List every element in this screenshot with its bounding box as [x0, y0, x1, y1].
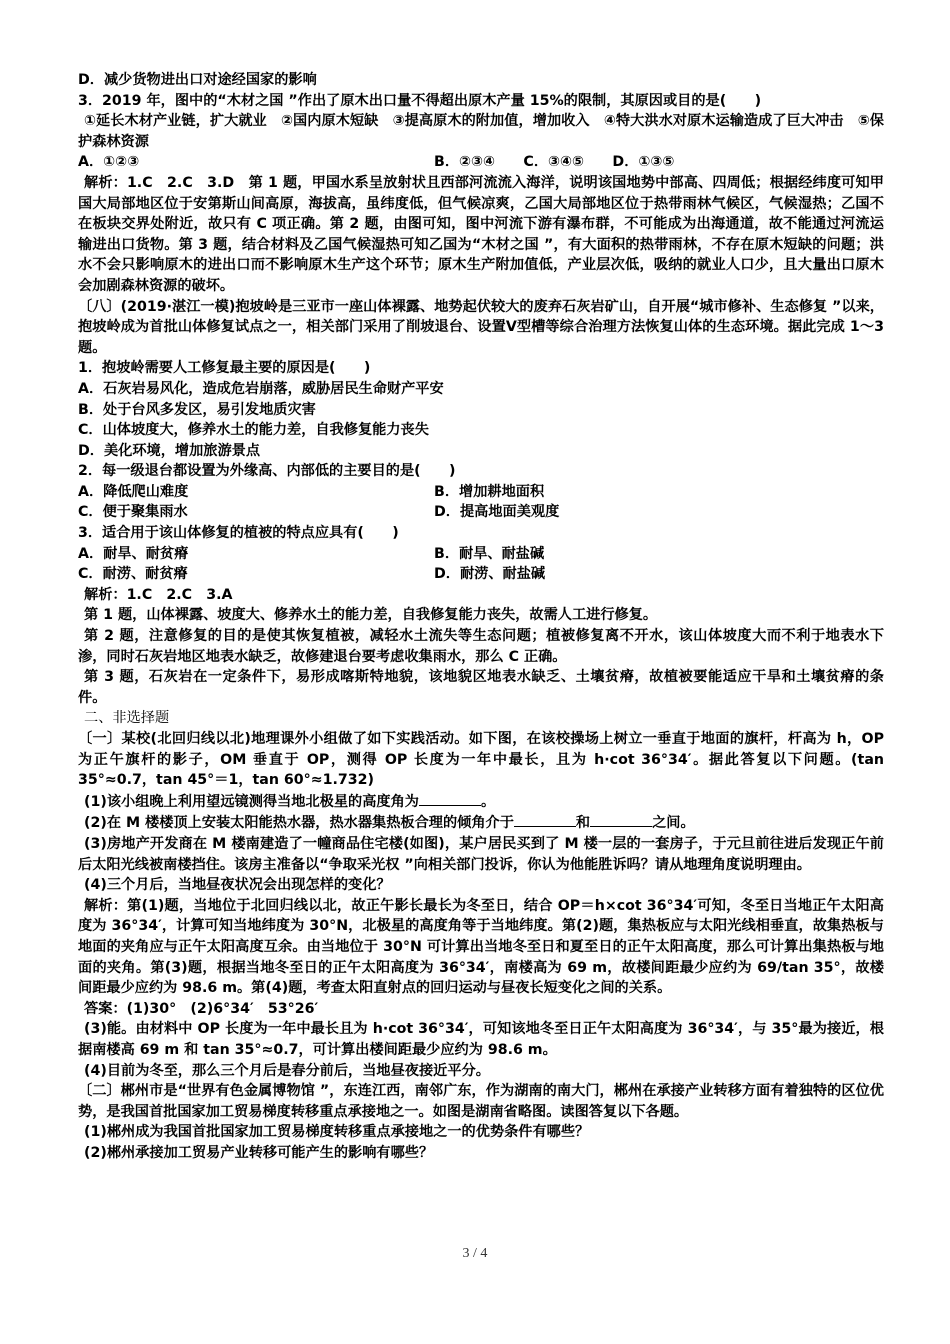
answer-blank	[514, 812, 576, 827]
q2-options-ab	[78, 482, 884, 503]
question-3: 3．2019 年，图中的“木材之国 ”作出了原木出口量不得超出原木产量 15%的限制，其原因或目的是( )	[78, 92, 762, 109]
question-2: 2．每一级退台都设置为外缘高、内部低的主要目的是( )	[78, 463, 456, 480]
q3-option-b: B．耐旱、耐盐碱	[434, 545, 545, 562]
b1-answer-4: (4)目前为冬至，那么三个月后是春分前后，当地昼夜接近平分。	[84, 1062, 490, 1079]
b1-question-3: (3)房地产开发商在 M 楼南建造了一幢商品住宅楼(如图)，某户居民买到了 M 楼一层的一套房子，于元旦前往进后发现正午前后太阳光线被南楼挡住。该房主准备以“争取采光权 ”向相关部门投诉，你认为他能胜诉吗？请从地理角度说明理由。	[78, 835, 884, 873]
page-number: 3 / 4	[462, 1246, 488, 1261]
q1-option-a: A．石灰岩易风化，造成危岩崩落，威胁居民生命财产平安	[78, 380, 444, 397]
option-d: D．减少货物进出口对途经国家的影响	[78, 72, 317, 88]
b1-question-4: (4)三个月后，当地昼夜状况会出现怎样的变化？	[84, 877, 391, 894]
b2-question-1: (1)郴州成为我国首批国家加工贸易梯度转移重点承接地之一的优势条件有哪些？	[84, 1124, 590, 1141]
b1-question-2: (2)在 M 楼楼顶上安装太阳能热水器，热水器集热板合理的倾角介于 和 之间。	[78, 812, 884, 834]
document-page	[78, 70, 884, 1163]
option-a: A．①②③	[78, 154, 140, 171]
analysis-2-q3: 第 3 题，石灰岩在一定条件下，易形成喀斯特地貌，该地貌区地表水缺乏、土壤贫瘠，故植被要能适应干旱和土壤贫瘠的条件。	[78, 669, 884, 706]
q3-option-d: D．耐涝、耐盐碱	[434, 566, 546, 583]
q2-options-cd	[78, 502, 884, 523]
q1-option-c: C．山体坡度大，修养水土的能力差，自我修复能力丧失	[78, 422, 429, 439]
analysis-2-q2: 第 2 题，注意修复的目的是使其恢复植被，减轻水土流失等生态问题；植被修复离不开水，该山体坡度大而不利于地表水下渗，同时石灰岩地区地表水缺乏，故修建退台要考虑收集雨水，那么 C 正确。	[78, 628, 884, 665]
material-1: 〔一〕某校(北回归线以北)地理课外小组做了如下实践活动。如下图，在该校操场上树立一垂直于地面的旗杆，杆高为 h，OP 为正午旗杆的影子，OM 垂直于 OP，测得 OP 长度为一年中最长，且为 h·cot 36°34′。据此答复以下问题。(tan 35°≈0.7，tan 45°＝1，tan 60°≈1.732)	[78, 731, 884, 789]
q3-option-a: A．耐旱、耐贫瘠	[78, 545, 189, 562]
b1-answer-1: 答案：(1)30° (2)6°34′ 53°26′	[84, 1000, 319, 1017]
question-3-options	[78, 152, 884, 173]
q2-option-c: C．便于聚集雨水	[78, 504, 188, 521]
q3-option-c: C．耐涝、耐贫瘠	[78, 566, 188, 583]
q3-options-ab	[78, 544, 884, 565]
b2-question-2: (2)郴州承接加工贸易产业转移可能产生的影响有哪些？	[84, 1144, 434, 1161]
q2-option-d: D．提高地面美观度	[434, 504, 560, 521]
section-heading: 二、非选择题	[84, 710, 170, 727]
analysis-2-header: 解析：1.C 2.C 3.A	[84, 586, 233, 603]
question-1: 1．抱坡岭需要人工修复最主要的原因是( )	[78, 360, 371, 377]
b1-question-1: (1)该小组晚上利用望远镜测得当地北极星的高度角为 。	[78, 791, 884, 813]
q1-option-b: B．处于台风多发区，易引发地质灾害	[78, 401, 316, 418]
q3-options-cd	[78, 564, 884, 585]
q2-option-a: A．降低爬山难度	[78, 483, 189, 500]
analysis-2-q1: 第 1 题，山体裸露、坡度大、修养水土的能力差，自我修复能力丧失，故需人工进行修复。	[84, 607, 658, 624]
question-3b: 3．适合用于该山体修复的植被的特点应具有( )	[78, 525, 399, 542]
q2-option-b: B．增加耕地面积	[434, 483, 545, 500]
options-bcd: B．②③④ C．③④⑤ D．①③⑤	[434, 154, 675, 171]
material-8: 〔八〕(2019·湛江一模)抱坡岭是三亚市一座山体裸露、地势起伏较大的废弃石灰岩矿山，自开展“城市修补、生态修复 ”以来，抱坡岭成为首批山体修复试点之一，相关部门采用了削坡退台、设置Ⅴ型槽等综合治理方法恢复山体的生态环境。据此完成 1～3 题。	[78, 298, 884, 356]
question-3-statements: ①延长木材产业链，扩大就业 ②国内原木短缺 ③提高原木的附加值，增加收入 ④特大洪水对原木运输造成了巨大冲击 ⑤保护森林资源	[78, 113, 884, 150]
analysis-1: 解析：1.C 2.C 3.D 第 1 题，甲国水系呈放射状且西部河流流入海洋，说明该国地势中部高、四周低；根据经纬度可知甲国大局部地区位于安第斯山间高原，海拔高，虽纬度低，但气候凉爽，乙国大局部地区位于热带雨林气候区，气候湿热；乙国不在板块交界处附近，故只有 C 项正确。第 2 题，由图可知，图中河流下游有瀑布群，不可能成为出海通道，故不能通过河流运输进出口货物。第 3 题，结合材料及乙国气候湿热可知乙国为“木材之国 ”，有大面积的热带雨林，不存在原木短缺的问题；洪水不会只影响原木的进出口而不影响原木生产这个环节；原木生产附加值低，产业层次低，吸纳的就业人口少，且大量出口原木会加剧森林资源的破坏。	[78, 174, 884, 294]
b1-analysis: 解析：第(1)题，当地位于北回归线以北，故正午影长最长为冬至日，结合 OP＝h×cot 36°34′可知，冬至日当地正午太阳高度为 36°34′，计算可知当地纬度为 30°N，北极星的高度角等于当地纬度。第(2)题，集热板应与太阳光线相垂直，故集热板与地面的夹角应与正午太阳高度互余。由当地位于 30°N 可计算出当地冬至日和夏至日的正午太阳高度，那么可计算出集热板与地面的夹角。第(3)题，根据当地冬至日的正午太阳高度为 36°34′，南楼高为 69 m，故楼间距最少应约为 69/tan 35°，故楼间距最少应约为 98.6 m。第(4)题，考查太阳直射点的回归运动与昼夜长短变化之间的关系。	[78, 897, 884, 997]
answer-blank	[590, 812, 652, 827]
answer-blank	[419, 791, 481, 806]
b1-answer-3: (3)能。由材料中 OP 长度为一年中最长且为 h·cot 36°34′，可知该地冬至日正午太阳高度为 36°34′，与 35°最为接近，根据南楼高 69 m 和 tan 35°≈0.7，可计算出楼间距最少应约为 98.6 m。	[78, 1021, 884, 1058]
q1-option-d: D．美化环境，增加旅游景点	[78, 442, 261, 459]
material-2: 〔二〕郴州市是“世界有色金属博物馆 ”，东连江西，南邻广东，作为湖南的南大门，郴州在承接产业转移方面有着独特的区位优势，是我国首批国家加工贸易梯度转移重点承接地之一。如图是湖南省略图。读图答复以下各题。	[78, 1083, 884, 1120]
